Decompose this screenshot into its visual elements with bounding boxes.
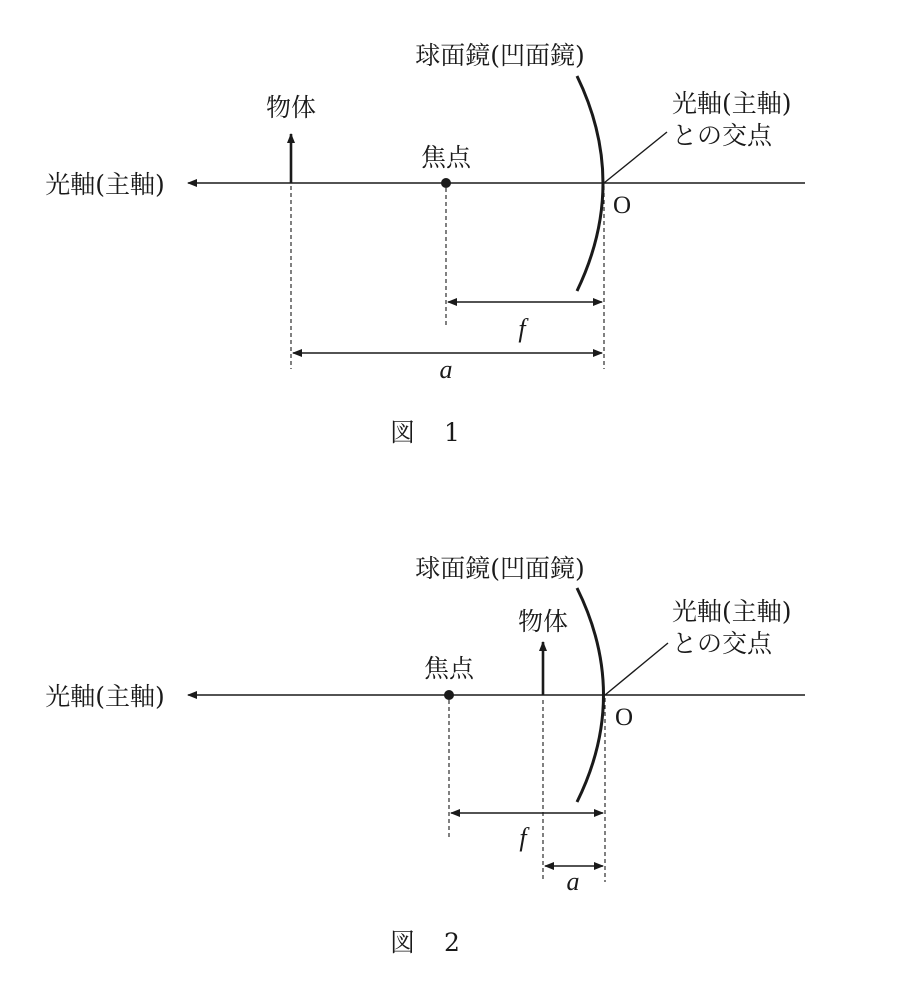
focus-label: 焦点 <box>423 654 475 683</box>
intersection-label-line1: 光軸(主軸) <box>672 597 792 626</box>
intersection-leader <box>604 132 667 183</box>
intersection-label-line2: との交点 <box>672 629 773 658</box>
figure-1 <box>45 41 805 447</box>
figure-1-caption: 図 1 <box>390 418 462 447</box>
intersection-leader <box>605 643 668 695</box>
object-distance-label: a <box>439 355 453 384</box>
figure-2-caption: 図 2 <box>390 928 462 957</box>
origin-label: O <box>612 192 632 219</box>
figure-2 <box>45 554 805 957</box>
object-label: 物体 <box>517 607 569 636</box>
origin-label: O <box>614 704 634 731</box>
intersection-label-line2: との交点 <box>672 121 773 150</box>
focal-length-label: f <box>518 314 526 343</box>
focus-point <box>441 178 451 188</box>
focal-length-label: f <box>519 823 527 852</box>
focus-label: 焦点 <box>420 143 472 172</box>
mirror-label: 球面鏡(凹面鏡) <box>415 554 585 583</box>
focus-point <box>444 690 454 700</box>
axis-label: 光軸(主軸) <box>45 682 165 711</box>
axis-label: 光軸(主軸) <box>45 170 165 199</box>
object-label: 物体 <box>265 93 317 122</box>
mirror-label: 球面鏡(凹面鏡) <box>415 41 585 70</box>
object-distance-label: a <box>566 867 580 896</box>
intersection-label-line1: 光軸(主軸) <box>672 89 792 118</box>
